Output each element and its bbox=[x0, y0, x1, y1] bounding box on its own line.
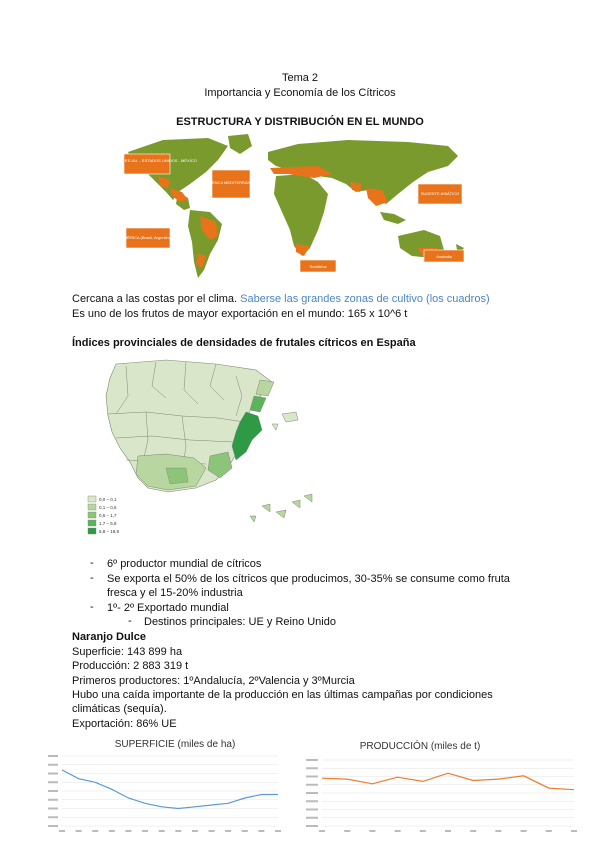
legend-label: 0,6 – 1,7 bbox=[99, 513, 117, 518]
y-tick-label bbox=[306, 800, 318, 802]
y-tick-label bbox=[306, 784, 318, 786]
y-tick-label bbox=[48, 825, 58, 827]
naranjo-title: Naranjo Dulce bbox=[72, 631, 146, 643]
sub-bullet-mark: - bbox=[128, 615, 132, 627]
x-tick-label bbox=[192, 830, 198, 832]
legend-label: 5,8 – 19,9 bbox=[99, 529, 120, 534]
export-line: Es uno de los frutos de mayor exportación en el mundo: 165 x 10^6 t bbox=[72, 308, 408, 320]
climate-note-text: Cercana a las costas por el clima. bbox=[72, 293, 238, 305]
x-tick-label bbox=[546, 830, 552, 832]
zone-box-north-america bbox=[124, 154, 170, 174]
bullet-text: 6º productor mundial de cítricos bbox=[107, 558, 262, 570]
canary-islands bbox=[250, 494, 312, 522]
x-tick-label bbox=[175, 830, 181, 832]
x-tick-label bbox=[59, 830, 65, 832]
x-tick-label bbox=[495, 830, 501, 832]
superficie-series-line bbox=[62, 770, 278, 809]
bullet-mark: - bbox=[90, 601, 94, 613]
x-tick-label bbox=[571, 830, 577, 832]
document-subtitle: Importancia y Economía de los Cítricos bbox=[204, 87, 396, 99]
x-tick-label bbox=[76, 830, 82, 832]
bullet-mark: - bbox=[90, 557, 94, 569]
x-tick-label bbox=[445, 830, 451, 832]
produccion-series-line bbox=[322, 773, 574, 790]
y-tick-label bbox=[48, 790, 58, 792]
x-tick-label bbox=[275, 830, 281, 832]
produccion-line: Producción: 2 883 319 t bbox=[72, 660, 189, 672]
zone-label-south-america: SUDAMÉRICA (Brasil, Argentina, Perú) bbox=[112, 235, 184, 240]
y-tick-label bbox=[306, 809, 318, 811]
y-tick-label bbox=[48, 781, 58, 783]
zone-label-north-america: SUR ESTE DE EE.UU. - ESTADOS UNIDOS - MÉXICO bbox=[97, 158, 197, 163]
y-tick-label bbox=[48, 755, 58, 757]
legend-label: 0,0 – 0,1 bbox=[99, 497, 117, 502]
spain-density-map bbox=[86, 356, 326, 544]
productores-line: Primeros productores: 1ºAndalucía, 2ºValencia y 3ºMurcia bbox=[72, 675, 355, 687]
y-tick-label bbox=[48, 816, 58, 818]
climate-note bbox=[72, 292, 490, 306]
zone-label-australia: Australia bbox=[436, 254, 452, 259]
world-section-title: ESTRUCTURA Y DISTRIBUCIÓN EN EL MUNDO bbox=[176, 116, 424, 128]
x-tick-label bbox=[142, 830, 148, 832]
balearic-islands bbox=[282, 412, 298, 422]
x-tick-label bbox=[159, 830, 165, 832]
legend-label: 0,1 – 0,6 bbox=[99, 505, 117, 510]
y-tick-label bbox=[48, 773, 58, 775]
superficie-line: Superficie: 143 899 ha bbox=[72, 646, 183, 658]
zone-label-southeast-asia: SUDESTE ASIÁTICO bbox=[420, 191, 460, 196]
y-tick-label bbox=[306, 776, 318, 778]
zone-label-mediterranean: CUENCA MEDITERRÁNEA bbox=[206, 180, 256, 185]
x-tick-label bbox=[225, 830, 231, 832]
x-tick-label bbox=[395, 830, 401, 832]
study-note-link: Saberse las grandes zonas de cultivo (los cuadros) bbox=[240, 293, 490, 305]
zone-label-south-africa: Sudáfrica bbox=[309, 264, 327, 269]
bullet-mark: - bbox=[90, 572, 94, 584]
x-tick-label bbox=[242, 830, 248, 832]
x-tick-label bbox=[209, 830, 215, 832]
x-tick-label bbox=[258, 830, 264, 832]
x-tick-label bbox=[344, 830, 350, 832]
superficie-chart-title: SUPERFICIE (miles de ha) bbox=[114, 739, 236, 750]
y-tick-label bbox=[306, 792, 318, 794]
density-legend bbox=[88, 496, 120, 534]
produccion-chart-title: PRODUCCIÓN (miles de t) bbox=[359, 741, 481, 752]
y-tick-label bbox=[306, 825, 318, 827]
sub-bullet-text: Destinos principales: UE y Reino Unido bbox=[144, 616, 336, 628]
superficie-chart bbox=[46, 752, 284, 836]
x-tick-label bbox=[92, 830, 98, 832]
x-tick-label bbox=[369, 830, 375, 832]
x-tick-label bbox=[109, 830, 115, 832]
bullet-text: Se exporta el 50% de los cítricos que producimos, 30-35% se consume como fruta bbox=[107, 573, 510, 585]
spain-section-title: Índices provinciales de densidades de frutales cítricos en España bbox=[72, 337, 416, 349]
y-tick-label bbox=[306, 759, 318, 761]
caida-line-2: climáticas (sequía). bbox=[72, 703, 167, 715]
y-tick-label bbox=[306, 817, 318, 819]
bullet-text: 1º- 2º Exportado mundial bbox=[107, 602, 229, 614]
y-tick-label bbox=[48, 799, 58, 801]
exportacion-line: Exportación: 86% UE bbox=[72, 718, 177, 730]
produccion-chart bbox=[304, 756, 580, 836]
y-tick-label bbox=[48, 808, 58, 810]
x-tick-label bbox=[125, 830, 131, 832]
x-tick-label bbox=[319, 830, 325, 832]
y-tick-label bbox=[306, 767, 318, 769]
bullet-text: fresca y el 15-20% industria bbox=[107, 587, 243, 599]
x-tick-label bbox=[420, 830, 426, 832]
world-map bbox=[97, 132, 482, 282]
y-tick-label bbox=[48, 764, 58, 766]
document-title: Tema 2 bbox=[281, 72, 319, 84]
caida-line-1: Hubo una caída importante de la producción en las últimas campañas por condiciones bbox=[72, 689, 493, 701]
legend-label: 1,7 – 5,8 bbox=[99, 521, 117, 526]
x-tick-label bbox=[521, 830, 527, 832]
x-tick-label bbox=[470, 830, 476, 832]
